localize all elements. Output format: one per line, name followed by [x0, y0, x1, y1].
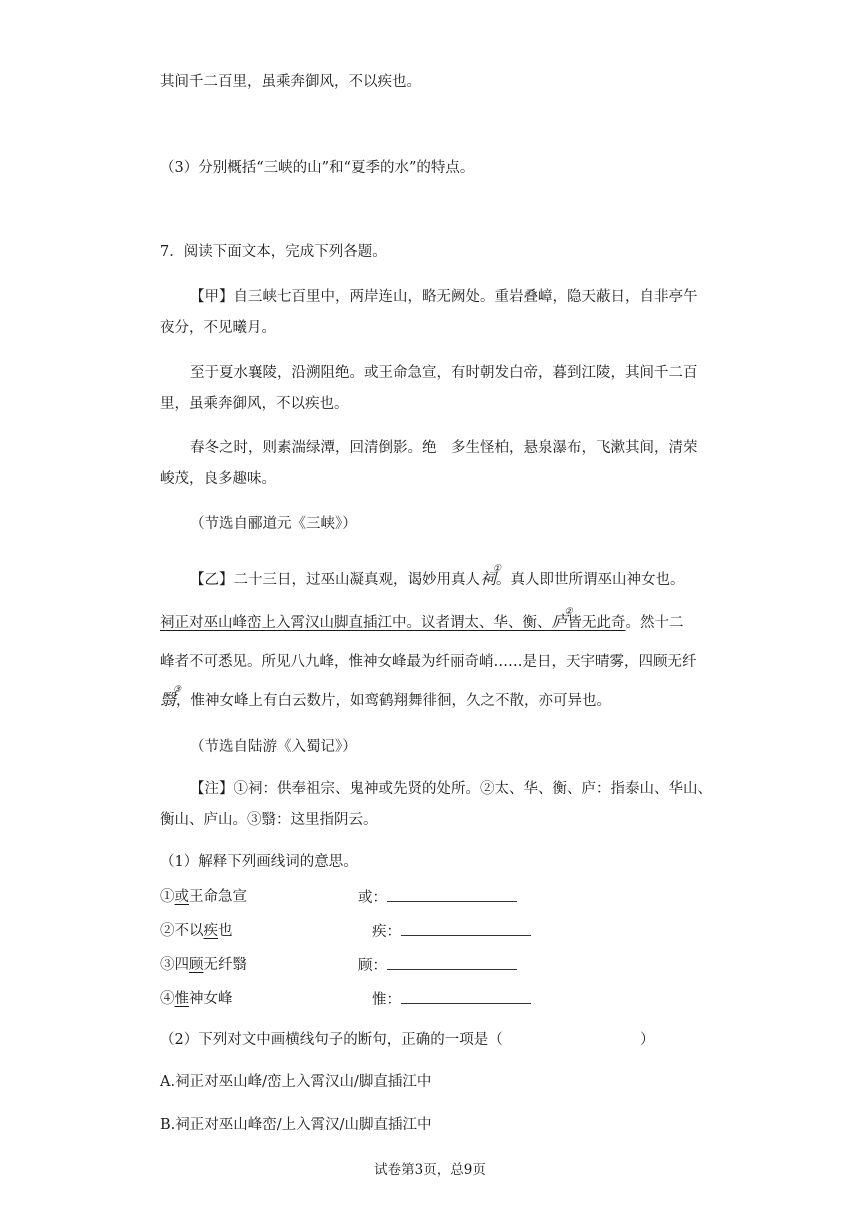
annotated-word	[480, 564, 502, 588]
text: 神女峰	[189, 991, 233, 1007]
source-jia: （节选自郦道元《三峡》）	[190, 516, 357, 532]
answer-blank-3[interactable]	[358, 955, 517, 976]
text: ，惟神女峰上有白云数片，如鸾鹤翔舞徘徊，久之不散，亦可异也。	[176, 693, 612, 709]
text: ③四	[160, 957, 189, 973]
option-b[interactable]: B.祠正对巫山峰峦/上入霄汉/山脚直插江中	[160, 1117, 432, 1133]
answer-line[interactable]	[387, 887, 517, 902]
text: 也	[218, 923, 233, 939]
underlined-word: 或	[174, 889, 189, 905]
word-item-2	[160, 921, 233, 941]
word-item-4	[160, 989, 233, 1009]
answer-blank-2[interactable]	[372, 921, 531, 942]
answer-line[interactable]	[387, 955, 517, 970]
source-yi: （节选自陆游《入蜀记》）	[190, 739, 357, 755]
question-2-close: ）	[640, 1032, 655, 1048]
answer-line[interactable]	[401, 921, 531, 936]
underlined-word: 顾	[189, 957, 204, 973]
passage-jia-line: 里，虽乘奔御风，不以疾也。	[160, 396, 349, 412]
text: ④	[160, 991, 175, 1007]
underlined-sentence: 祠正对巫山峰峦上入霄汉山脚直插江中。议者谓太、华、衡、	[160, 615, 552, 631]
passage-yi-line: 峰者不可悉见。所见八九峰，惟神女峰最为纤丽奇峭……是日，天宇晴雾，四顾无纤	[160, 654, 697, 670]
answer-line[interactable]	[401, 989, 531, 1004]
question-2: （2）下列对文中画横线句子的断句，正确的一项是（	[160, 1032, 503, 1048]
passage-yi-line	[190, 564, 685, 590]
text: 祠	[480, 569, 497, 588]
passage-yi-line	[160, 685, 612, 711]
question-7-heading: 7．阅读下面文本，完成下列各题。	[160, 244, 387, 260]
underlined-word: 疾	[203, 923, 218, 939]
text: 无纤翳	[203, 957, 247, 973]
word-item-1	[160, 887, 247, 907]
underlined-sentence: 皆无此奇	[567, 615, 626, 631]
answer-blank-1[interactable]	[358, 887, 517, 908]
text: ①	[160, 889, 175, 905]
text: 庐	[551, 612, 568, 631]
text: 王命急宣	[189, 889, 247, 905]
text: 。然十二	[625, 615, 684, 631]
notes-line: 【注】①祠：供奉祖宗、鬼神或先贤的处所。②太、华、衡、庐：指泰山、华山、	[190, 781, 712, 797]
annotated-word	[551, 607, 573, 631]
option-a[interactable]: A.祠正对巫山峰/峦上入霄汉山/脚直插江中	[160, 1074, 432, 1090]
passage-jia-line: 春冬之时，则素湍绿潭，回清倒影。绝 多生怪柏，悬泉瀑布，飞漱其间，清荣	[190, 440, 698, 456]
word-item-3	[160, 955, 247, 975]
blank-label: 疾：	[372, 924, 401, 940]
passage-jia-line: 【甲】自三峡七百里中，两岸连山，略无阙处。重岩叠嶂，隐天蔽日，自非亭午	[190, 289, 698, 305]
footnote-marker: ③	[173, 685, 182, 695]
notes-line: 衡山、庐山。③翳：这里指阴云。	[160, 812, 378, 828]
answer-blank-4[interactable]	[372, 989, 531, 1010]
question-1: （1）解释下列画线词的意思。	[160, 854, 358, 870]
footnote-marker: ②	[564, 607, 573, 617]
text: 【乙】二十三日，过巫山凝真观，谒妙用真人	[190, 572, 480, 588]
passage-jia-line: 夜分，不见曦月。	[160, 320, 276, 336]
passage-jia-line: 至于夏水襄陵，沿溯阻绝。或王命急宣，有时朝发白帝，暮到江陵，其间千二百	[190, 365, 698, 381]
blank-label: 或：	[358, 890, 387, 906]
text: 。真人即世所谓巫山神女也。	[496, 572, 685, 588]
footnote-marker: ①	[493, 564, 502, 574]
blank-label: 顾：	[358, 958, 387, 974]
passage-jia-line: 峻茂，良多趣味。	[160, 471, 276, 487]
question-3: （3）分别概括“三峡的山”和“夏季的水”的特点。	[160, 160, 475, 176]
passage-yi-line	[160, 607, 684, 633]
text: 翳	[160, 690, 177, 709]
page-footer: 试卷第3页，总9页	[374, 1162, 486, 1178]
passage-line: 其间千二百里，虽乘奔御风，不以疾也。	[160, 74, 421, 90]
blank-label: 惟：	[372, 992, 401, 1008]
annotated-word	[160, 685, 182, 709]
underlined-word: 惟	[174, 991, 189, 1007]
text: ②不以	[160, 923, 204, 939]
